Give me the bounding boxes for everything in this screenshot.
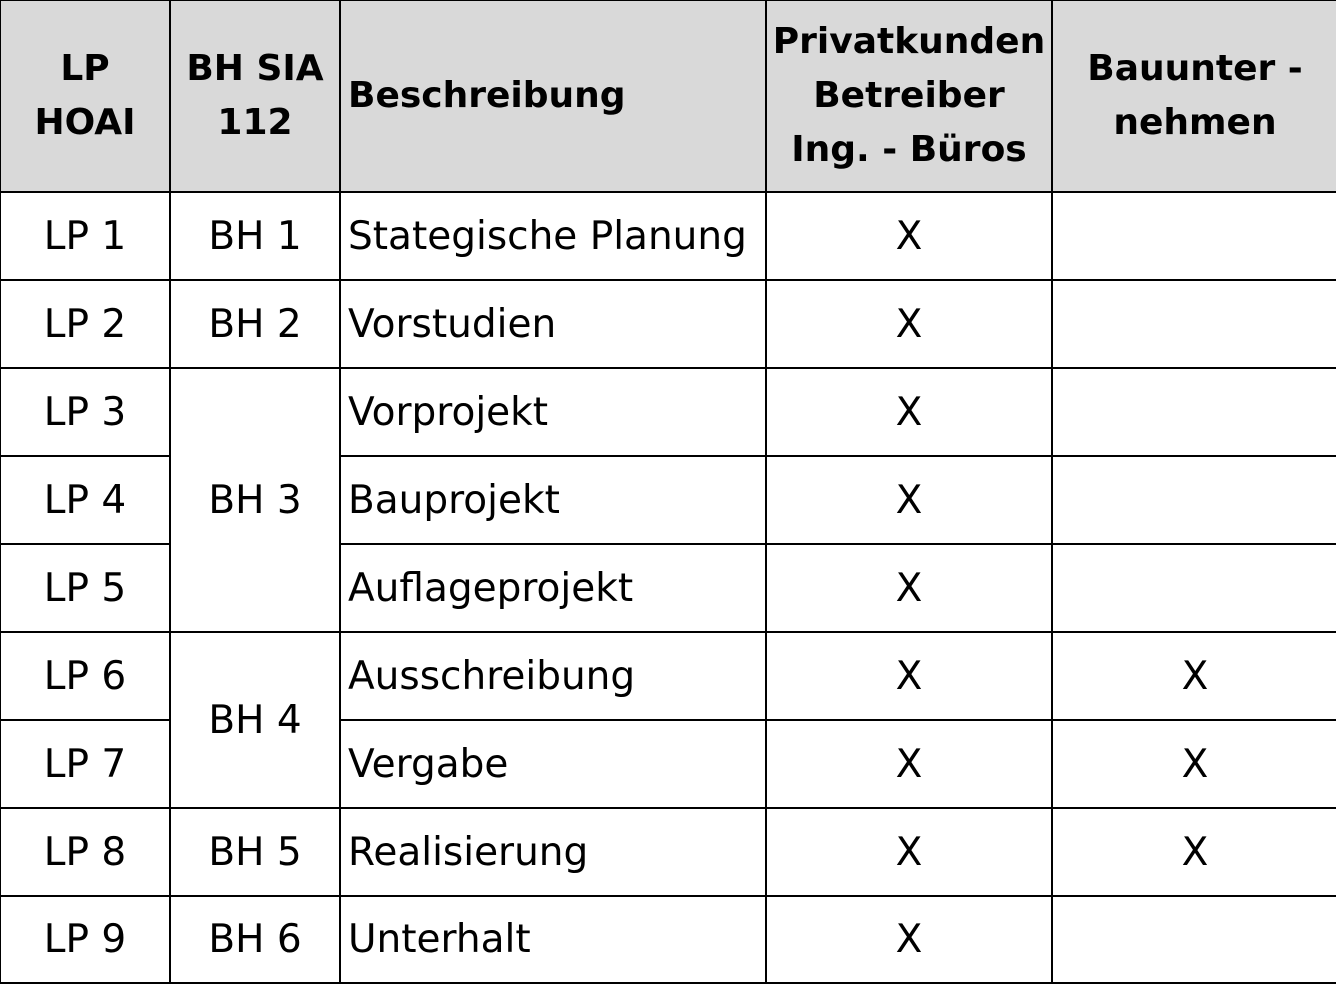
header-contractor-line1: Bauunter -	[1087, 48, 1303, 89]
header-private-line2: Betreiber	[813, 75, 1005, 116]
private-mark-cell: X	[766, 368, 1052, 456]
header-lp-line2: HOAI	[34, 102, 136, 143]
private-mark-cell: X	[766, 544, 1052, 632]
header-description-label: Beschreibung	[348, 75, 626, 116]
description-cell: Vorstudien	[340, 280, 766, 368]
contractor-mark-cell	[1052, 368, 1336, 456]
contractor-mark-cell	[1052, 896, 1336, 983]
header-bh-line1: BH SIA	[186, 48, 324, 89]
table-row	[0, 280, 1336, 368]
description-cell: Ausschreibung	[340, 632, 766, 720]
contractor-mark-cell: X	[1052, 808, 1336, 896]
header-bh-line2: 112	[217, 102, 293, 143]
bh-cell: BH 6	[170, 896, 340, 983]
header-private-line3: Ing. - Büros	[791, 129, 1027, 170]
private-mark-cell: X	[766, 808, 1052, 896]
bh-cell: BH 1	[170, 192, 340, 280]
private-mark-cell: X	[766, 632, 1052, 720]
lp-cell: LP 4	[0, 456, 170, 544]
table-row	[0, 808, 1336, 896]
private-mark-cell: X	[766, 280, 1052, 368]
header-lp-line1: LP	[60, 48, 110, 89]
header-description	[340, 0, 766, 192]
private-mark-cell: X	[766, 896, 1052, 983]
lp-cell: LP 6	[0, 632, 170, 720]
description-cell: Bauprojekt	[340, 456, 766, 544]
lp-cell: LP 7	[0, 720, 170, 808]
description-cell: Auflageprojekt	[340, 544, 766, 632]
private-mark-cell: X	[766, 192, 1052, 280]
lp-cell: LP 2	[0, 280, 170, 368]
contractor-mark-cell: X	[1052, 632, 1336, 720]
description-cell: Realisierung	[340, 808, 766, 896]
header-contractors	[1052, 0, 1336, 192]
private-mark-cell: X	[766, 456, 1052, 544]
bh-cell: BH 4	[170, 632, 340, 808]
contractor-mark-cell: X	[1052, 720, 1336, 808]
bh-cell: BH 5	[170, 808, 340, 896]
table-row	[0, 192, 1336, 280]
header-bh-sia	[170, 0, 340, 192]
lp-cell: LP 8	[0, 808, 170, 896]
description-cell: Stategische Planung	[340, 192, 766, 280]
table-row	[0, 896, 1336, 983]
contractor-mark-cell	[1052, 192, 1336, 280]
description-cell: Vergabe	[340, 720, 766, 808]
description-cell: Unterhalt	[340, 896, 766, 983]
lp-cell: LP 5	[0, 544, 170, 632]
header-contractor-line2: nehmen	[1113, 102, 1277, 143]
header-private-clients	[766, 0, 1052, 192]
header-lp-hoai	[0, 0, 170, 192]
description-cell: Vorprojekt	[340, 368, 766, 456]
lp-cell: LP 1	[0, 192, 170, 280]
bh-cell: BH 3	[170, 368, 340, 632]
bh-cell: BH 2	[170, 280, 340, 368]
contractor-mark-cell	[1052, 456, 1336, 544]
table-row	[0, 632, 1336, 720]
lp-cell: LP 3	[0, 368, 170, 456]
table-body	[0, 192, 1336, 983]
header-row	[0, 0, 1336, 192]
table-row	[0, 368, 1336, 456]
private-mark-cell: X	[766, 720, 1052, 808]
table-header	[0, 0, 1336, 192]
contractor-mark-cell	[1052, 280, 1336, 368]
header-private-line1: Privatkunden	[772, 21, 1046, 62]
lp-cell: LP 9	[0, 896, 170, 983]
contractor-mark-cell	[1052, 544, 1336, 632]
